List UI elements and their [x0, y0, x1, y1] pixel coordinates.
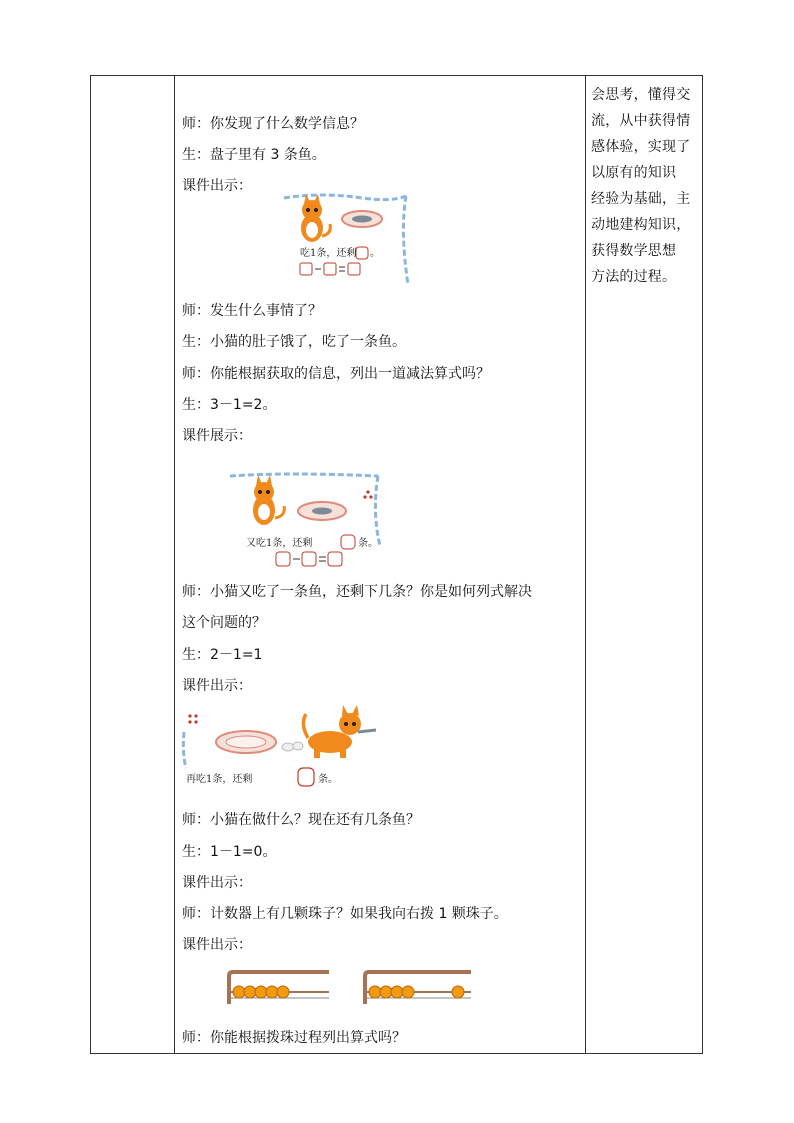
note-line: 经验为基础，主: [591, 191, 691, 207]
column-divider: [174, 76, 175, 1053]
caption-suffix: 。: [370, 248, 380, 259]
dialogue-line: 生：2－1=1: [182, 647, 263, 663]
courseware-image-1: [282, 192, 412, 288]
dialogue-line: 师：小猫在做什么？现在还有几条鱼？: [182, 812, 420, 828]
column-divider: [585, 76, 586, 1053]
dialogue-line: 课件出示：: [182, 875, 252, 891]
note-line: 流，从中获得情: [591, 113, 691, 129]
caption-text: 再吃1条，还剩: [186, 774, 253, 785]
note-line: 会思考，懂得交: [591, 87, 691, 103]
plate-icon: [298, 502, 346, 520]
dialogue-line: 师：计数器上有几颗珠子？如果我向右拨 1 颗珠子。: [182, 906, 508, 922]
caption-suffix: 条。: [318, 774, 338, 785]
dialogue-line: 生：3－1=2。: [182, 397, 277, 413]
courseware-image-2: [228, 472, 388, 572]
dialogue-line: 课件出示：: [182, 678, 252, 694]
note-line: 以原有的知识: [591, 165, 677, 181]
note-line: 方法的过程。: [591, 269, 677, 285]
dialogue-line: 师：小猫又吃了一条鱼，还剩下几条？你是如何列式解决: [182, 584, 532, 600]
note-line: 动地建构知识，: [591, 217, 691, 233]
plate-icon: [342, 211, 382, 227]
caption-text: 又吃1条，还剩: [246, 538, 313, 549]
counter-image: [225, 968, 477, 1010]
dialogue-line: 课件出示：: [182, 937, 252, 953]
courseware-image-3: [180, 702, 385, 792]
dialogue-line: 课件展示：: [182, 428, 252, 444]
abacus-icon: [229, 972, 329, 1004]
dialogue-line: 师：你能根据获取的信息，列出一道减法算式吗？: [182, 366, 490, 382]
dialogue-line: 师：你发现了什么数学信息？: [182, 116, 364, 132]
dialogue-line: 生：小猫的肚子饿了，吃了一条鱼。: [182, 334, 406, 350]
cat-icon: [301, 194, 330, 242]
dialogue-line: 师：发生什么事情了？: [182, 303, 322, 319]
note-line: 感体验，实现了: [591, 139, 691, 155]
design-intent-notes: [591, 82, 699, 290]
dialogue-line: 课件出示：: [182, 178, 252, 194]
dialogue-line: 生：1－1=0。: [182, 844, 277, 860]
caption-text: 吃1条，还剩: [300, 248, 357, 259]
abacus-icon: [365, 972, 471, 1004]
dialogue-line: 生：盘子里有 3 条鱼。: [182, 147, 326, 163]
running-cat-icon: [303, 705, 376, 758]
dialogue-line: 这个问题的？: [182, 615, 266, 631]
caption-suffix: 条。: [358, 538, 378, 549]
dialogue-line: 师：你能根据拨珠过程列出算式吗？: [182, 1030, 406, 1046]
note-line: 获得数学思想: [591, 243, 677, 259]
cat-icon: [253, 475, 284, 525]
plate-icon: [216, 731, 276, 753]
